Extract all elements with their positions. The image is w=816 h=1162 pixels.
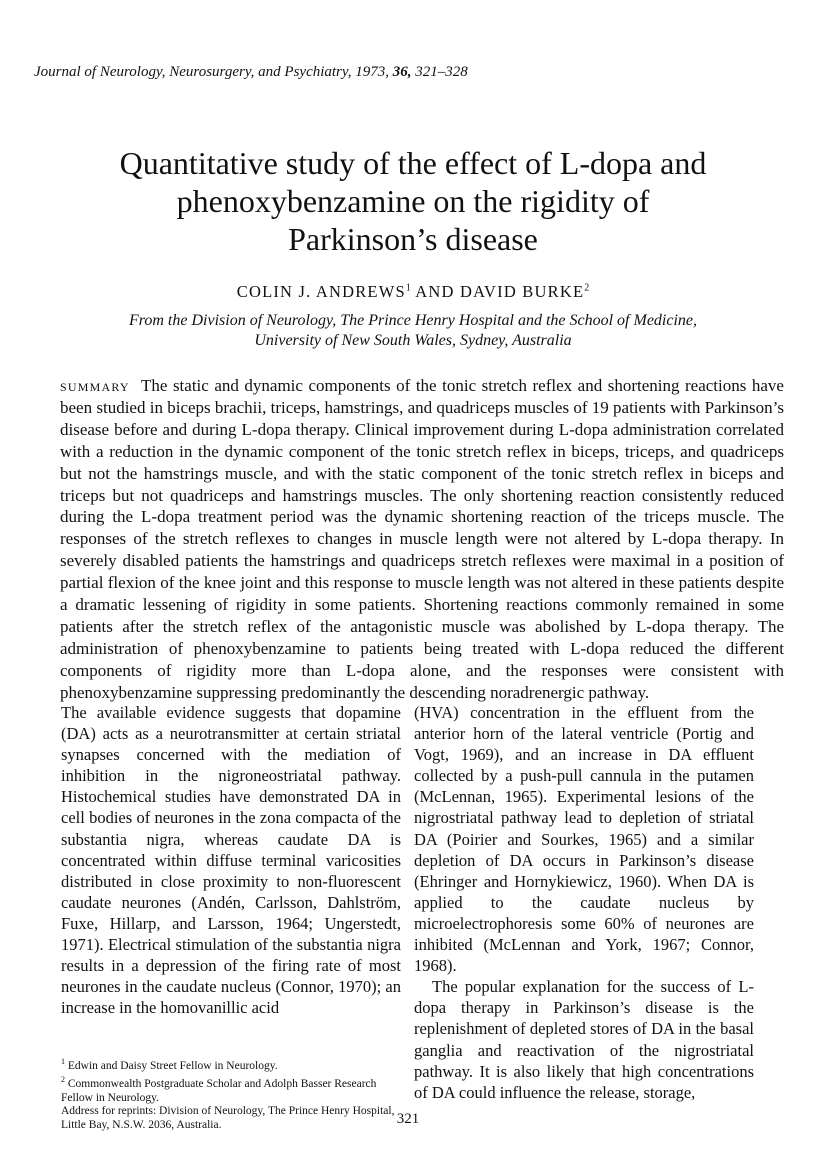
body-paragraph-2: (HVA) concentration in the effluent from the anterior horn of the lateral ventricle (Portig and Vogt, 1969), and an increase in DA effluent collected by a push-pull cannula in the putamen (McLennan, 1965). Experimental lesions of the nigrostriatal pathway lead to depletion of striatal DA (Poirier and Sourkes, 1965) and a similar depletion of DA occurs in Parkinson’s disease (Ehringer and Hornykiewicz, 1960). When DA is applied to the caudate nucleus by microelectrophoresis some 60% of neurones are inhibited (McLennan and York, 1967; Connor, 1968). xyxy=(414,703,754,976)
footnote-1-mark: 1 xyxy=(61,1057,65,1066)
footnote-2-text: Commonwealth Postgraduate Scholar and Adolph Basser Research Fellow in Neurology. xyxy=(61,1078,377,1104)
title-line-2: phenoxybenzamine on the rigidity of xyxy=(176,183,650,219)
affiliation xyxy=(40,311,786,351)
affiliation-line-1: From the Division of Neurology, The Prince Henry Hospital and the School of Medicine, xyxy=(128,312,698,329)
footnote-1 xyxy=(61,1055,401,1073)
footnote-1-text: Edwin and Daisy Street Fellow in Neurology. xyxy=(65,1059,278,1072)
author-burke: DAVID BURKE xyxy=(459,282,585,301)
title-line-1: Quantitative study of the effect of L-dopa and xyxy=(119,145,707,181)
body-paragraph-3: The popular explanation for the success of L-dopa therapy in Parkinson’s disease is the replenishment of depleted stores of DA in the basal ganglia and reactivation of the nigrostriatal pathway. It is also likely that high concentrations of DA could influence the release, storage, xyxy=(414,977,754,1102)
footnote-2-mark: 2 xyxy=(61,1075,65,1085)
journal-name: Journal of Neurology, Neurosurgery, and Psychiatry, xyxy=(34,64,352,80)
journal-volume: 36, xyxy=(392,64,412,80)
body-column-left xyxy=(61,702,401,1018)
author-list xyxy=(40,282,786,302)
summary-abstract xyxy=(60,375,784,704)
author-andrews-footnote-mark: 1 xyxy=(405,282,411,294)
body-paragraph-1: The available evidence suggests that dopamine (DA) acts as a neurotransmitter at certain striatal synapses concerned with the mediation of inhibition in the nigroneostriatal pathway. Histochemical studies have demonstrated DA in cell bodies of neurones in the zona compacta of the substantia nigra, whereas caudate DA is concentrated within diffuse terminal varicosities distributed in close proximity to non-fluorescent caudate neurones (Andén, Carlsson, Dahlström, Fuxe, Hillarp, and Larsson, 1964; Ungerstedt, 1971). Electrical stimulation of the substantia nigra results in a depression of the firing rate of most neurones in the caudate nucleus (Connor, 1970); an increase in the homovanillic acid xyxy=(61,703,401,1018)
author-joiner: AND xyxy=(415,282,455,301)
title-line-3: Parkinson’s disease xyxy=(288,221,538,257)
body-column-right xyxy=(414,702,754,1103)
journal-pages: 321–328 xyxy=(415,64,468,80)
reprint-address: Address for reprints: Division of Neurology, The Prince Henry Hospital, Little Bay, N.S.W. 2036, Australia. xyxy=(61,1105,395,1132)
article-title xyxy=(60,144,766,258)
summary-label: summary xyxy=(60,376,130,395)
author-burke-footnote-mark: 2 xyxy=(584,282,590,294)
page-number: 321 xyxy=(396,1111,420,1127)
affiliation-line-2: University of New South Wales, Sydney, Australia xyxy=(254,332,572,349)
footnote-2 xyxy=(61,1073,401,1105)
summary-text: The static and dynamic components of the tonic stretch reflex and shortening reactions have been studied in biceps brachii, triceps, hamstrings, and quadriceps muscles of 19 patients with Parkinson’s disease before and during L-dopa therapy. Clinical improvement during L-dopa administration correlated with a reduction in the dynamic component of the tonic stretch reflex in biceps, triceps, and quadriceps but not the hamstrings muscle, and with the static component of the tonic stretch reflex in biceps and triceps but not quadriceps and hamstrings muscles. The only shortening reaction consistently reduced during the L-dopa treatment period was the dynamic shortening reaction of the triceps muscle. The responses of the stretch reflexes to changes in muscle length were not altered by L-dopa therapy. In severely disabled patients the hamstrings and quadriceps stretch reflexes were maximal in a position of partial flexion of the knee joint and this response to muscle length was not altered in these patients despite a dramatic lessening of rigidity in some patients. Shortening reactions commonly remained in some patients after the stretch reflex of the antagonistic muscle was abolished by L-dopa therapy. The administration of phenoxybenzamine to patients being treated with L-dopa reduced the different components of rigidity more than L-dopa alone, and the responses were consistent with phenoxybenzamine suppressing predominantly the descending noradrenergic pathway. xyxy=(60,376,784,702)
journal-year: 1973, xyxy=(355,64,389,80)
author-andrews: COLIN J. ANDREWS xyxy=(236,282,406,301)
journal-citation xyxy=(34,63,794,81)
